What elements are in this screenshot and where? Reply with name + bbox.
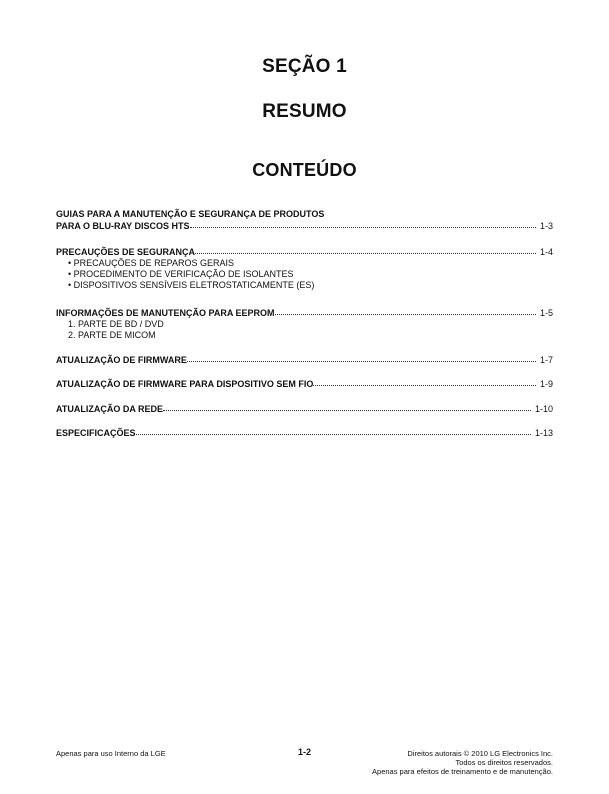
section-number: SEÇÃO 1 xyxy=(262,56,347,77)
dot-leader xyxy=(190,219,536,228)
toc-entry-title: ATUALIZAÇÃO DE FIRMWARE PARA DISPOSITIVO SEM FIO xyxy=(56,379,314,389)
copyright-line: Direitos autorais © 2010 LG Electronics Inc. xyxy=(407,749,553,758)
toc-entry-title: ATUALIZAÇÃO DE FIRMWARE xyxy=(56,355,187,365)
toc-entry-title: ATUALIZAÇÃO DA REDE xyxy=(56,404,163,414)
footer-copyright xyxy=(372,749,553,776)
section-title: RESUMO xyxy=(262,101,347,122)
toc-subitem: • DISPOSITIVOS SENSÍVEIS ELETROSTATICAMENTE (ES) xyxy=(68,280,315,290)
toc-entry[interactable] xyxy=(56,209,553,232)
footer-page-number: 1-2 xyxy=(297,747,311,757)
toc-entry-title: INFORMAÇÕES DE MANUTENÇÃO PARA EEPROM xyxy=(56,308,275,318)
footer-internal-use: Apenas para uso Interno da LGE xyxy=(56,749,166,758)
toc-subitem: 1. PARTE DE BD / DVD xyxy=(68,319,164,329)
training-notice-line: Apenas para efeitos de treinamento e de manutenção. xyxy=(372,767,553,776)
contents-heading: CONTEÚDO xyxy=(252,160,357,180)
toc-page-number: 1-3 xyxy=(539,221,553,231)
toc-page-number: 1-13 xyxy=(534,428,553,438)
dot-leader xyxy=(136,426,531,435)
dot-leader xyxy=(313,377,536,386)
toc-subitem: • PROCEDIMENTO DE VERIFICAÇÃO DE ISOLANTES xyxy=(68,269,294,279)
toc-page-number: 1-4 xyxy=(539,247,553,257)
toc-entry[interactable] xyxy=(56,246,553,291)
toc-entry-title: PRECAUÇÕES DE SEGURANÇA xyxy=(56,247,196,257)
toc-entry[interactable] xyxy=(56,427,553,439)
dot-leader xyxy=(187,353,536,362)
dot-leader xyxy=(163,402,531,411)
toc-entry[interactable] xyxy=(56,354,553,366)
dot-leader xyxy=(275,306,536,315)
toc-entry-title: ESPECIFICAÇÕES xyxy=(56,428,136,438)
toc-entry[interactable] xyxy=(56,307,553,341)
toc-page-number: 1-7 xyxy=(539,355,553,365)
toc-entry-title-line: GUIAS PARA A MANUTENÇÃO E SEGURANÇA DE PRODUTOS xyxy=(56,209,325,219)
toc-page-number: 1-10 xyxy=(534,404,553,414)
rights-line: Todos os direitos reservados. xyxy=(455,758,553,767)
toc-page-number: 1-5 xyxy=(539,308,553,318)
toc-entry[interactable] xyxy=(56,378,553,390)
toc-entry[interactable] xyxy=(56,403,553,415)
dot-leader xyxy=(195,245,536,254)
toc-entry-title-line: PARA O BLU-RAY DISCOS HTS xyxy=(56,221,190,231)
toc-subitem: • PRECAUÇÕES DE REPAROS GERAIS xyxy=(68,258,235,268)
toc-page-number: 1-9 xyxy=(539,379,553,389)
toc-subitem: 2. PARTE DE MICOM xyxy=(68,330,156,340)
